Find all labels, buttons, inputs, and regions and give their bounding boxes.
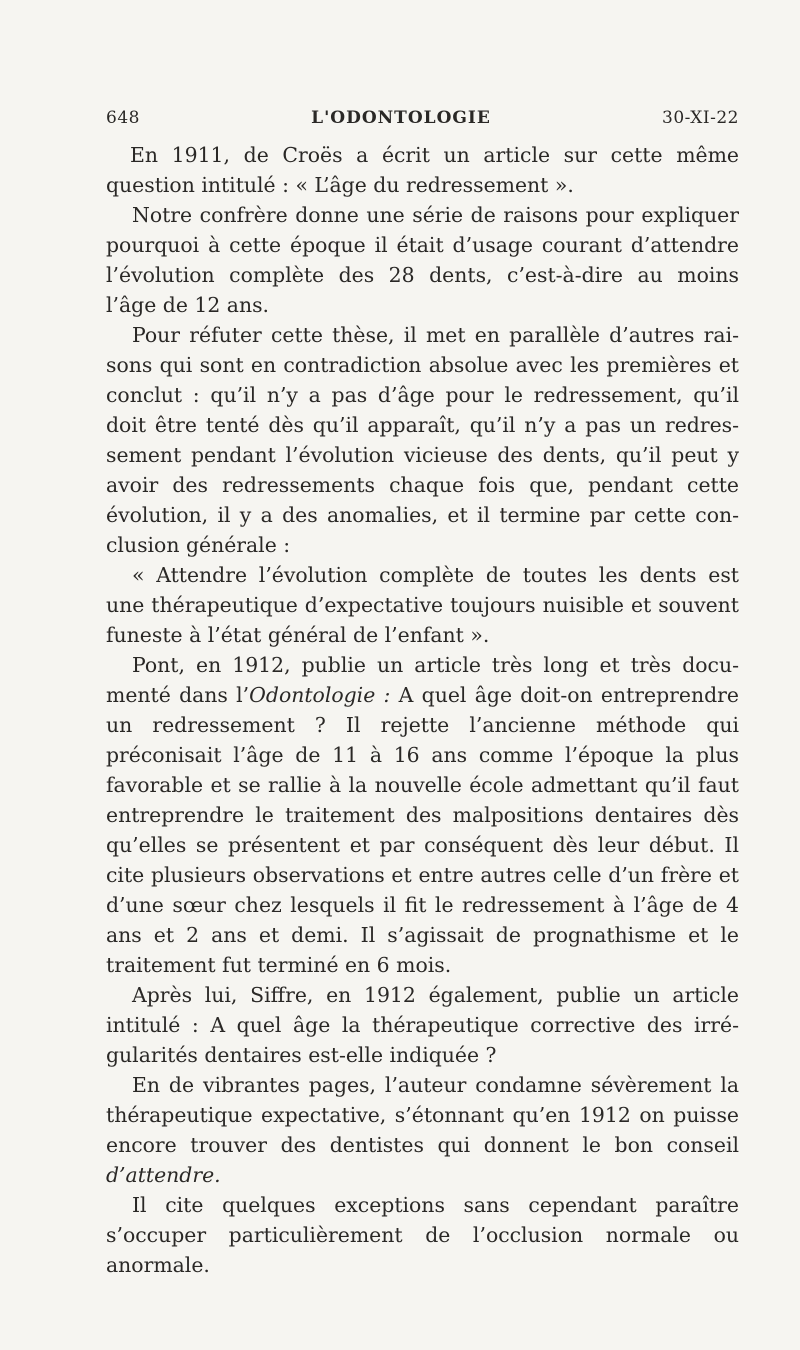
paragraph-text: Il cite quelques exceptions sans cependant paraître s’occuper particulièrement de l’occlusion normale ou anormale.	[106, 1193, 739, 1277]
quotation-text: « Attendre l’évolution complète de toutes les dents est une thérapeutique d’expectative toujours nuisible et souvent funeste à l’état général de l’enfant ».	[106, 563, 739, 647]
page-number: 648	[106, 108, 140, 128]
article-body	[106, 140, 739, 1280]
paragraph-text: Après lui, Siffre, en 1912 également, publie un article intitulé : A quel âge la thérapeutique corrective des irrégularités dentaires est-elle indiquée ?	[106, 983, 739, 1067]
paragraph	[106, 560, 739, 650]
paragraph	[106, 1070, 739, 1190]
paragraph	[106, 1190, 739, 1280]
running-head	[106, 108, 739, 140]
issue-date: 30-XI-22	[662, 108, 739, 128]
paragraph-text: Notre confrère donne une série de raisons pour expliquer pourquoi à cette époque il était d’usage courant d’attendre l’évolution complète des 28 dents, c’est-à-dire au moins l’âge de 12 ans.	[106, 203, 739, 317]
paragraph	[106, 140, 739, 200]
journal-reference: Odontologie :	[249, 683, 391, 707]
paragraph-text: Pont, en 1912, publie un article très long et très documenté dans l’	[106, 653, 739, 707]
paragraph-text: A quel âge doit-on entreprendre un redressement ? Il rejette l’ancienne méthode qui préconisait l’âge de 11 à 16 ans comme l’époque la plus favorable et se rallie à la nouvelle école admettant qu’il faut entreprendre le traitement des malpositions dentaires dès qu’elles se présentent et par conséquent dès leur début. Il cite plusieurs observations et entre autres celle d’un frère et d’une sœur chez lesquels il fit le redressement à l’âge de 4 ans et 2 ans et demi. Il s’agissait de prognathisme et le traitement fut terminé en 6 mois.	[106, 683, 739, 977]
emphasis-text: d’attendre.	[106, 1163, 221, 1187]
page	[106, 108, 739, 1280]
paragraph	[106, 650, 739, 980]
paragraph	[106, 980, 739, 1070]
paragraph-text: En 1911, de Croës a écrit un article sur cette même question intitulé : « L’âge du redressement ».	[106, 143, 739, 197]
paragraph-text: Pour réfuter cette thèse, il met en parallèle d’autres raisons qui sont en contradiction absolue avec les premières et conclut : qu’il n’y a pas d’âge pour le redressement, qu’il doit être tenté dès qu’il apparaît, qu’il n’y a pas un redressement pendant l’évolution vicieuse des dents, qu’il peut y avoir des redressements chaque fois que, pendant cette évolution, il y a des anomalies, et il termine par cette conclusion générale :	[106, 323, 739, 557]
paragraph	[106, 200, 739, 320]
journal-title: L'ODONTOLOGIE	[311, 108, 491, 128]
paragraph	[106, 320, 739, 560]
paragraph-text: En de vibrantes pages, l’auteur condamne sévèrement la thérapeutique expectative, s’étonnant qu’en 1912 on puisse encore trouver des dentistes qui donnent le bon conseil	[106, 1073, 739, 1157]
